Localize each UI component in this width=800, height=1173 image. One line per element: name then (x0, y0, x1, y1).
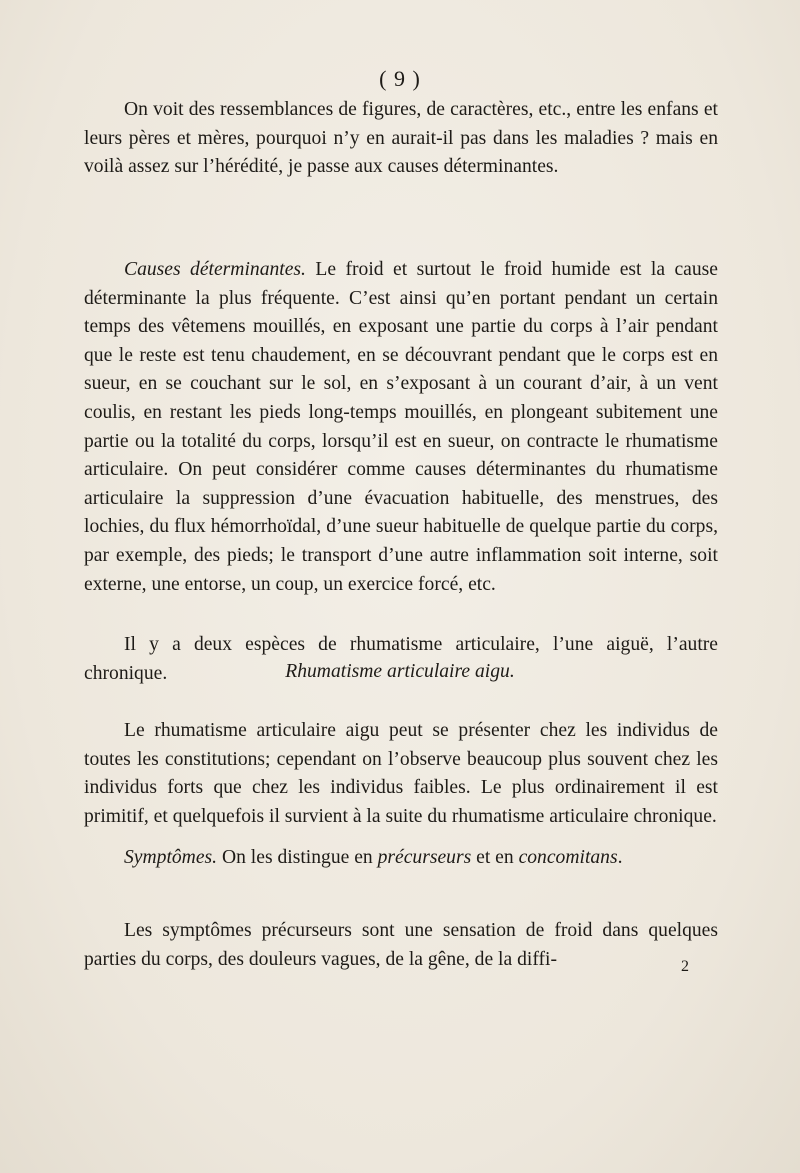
paragraph-heredity: On voit des ressemblances de figures, de caractères, etc., entre les enfans et leurs pères et mères, pourquoi n’y en aurait-il pas dans les maladies ? mais en voilà assez sur l’hérédité, je passe aux causes déterminantes. (84, 99, 718, 178)
paragraph-two-species: Il y a deux espèces de rhumatisme articulaire, l’une aiguë, l’autre chronique. (84, 634, 718, 684)
symptoms-text-3: . (617, 847, 623, 868)
paragraph-precursor-symptoms: Les symptômes précurseurs sont une sensation de froid dans quelques parties du corps, des douleurs vagues, de la gêne, de la diffi- (84, 920, 718, 970)
symptoms-text-1: On les distingue en (217, 847, 378, 868)
signature-mark: 2 (681, 958, 689, 975)
page-number: ( 9 ) (379, 66, 421, 91)
term-concomitant: concomitans (518, 847, 618, 868)
paragraph-determining-causes (84, 256, 718, 599)
section-heading-acute-rheumatism: Rhumatisme articulaire aigu. (285, 661, 515, 682)
run-in-heading-causes: Causes déterminantes. (124, 259, 306, 280)
paragraph-symptoms (84, 844, 718, 873)
term-precursors: précurseurs (377, 847, 472, 868)
paragraph-determining-causes-text: Le froid et surtout le froid humide est la cause déterminante la plus fréquente. C’est ainsi qu’en portant pendant un certain temps des vêtemens mouillés, en exposant une partie du corps à l’air pendant que le reste est tenu chaudement, en se découvrant pendant que le corps est en sueur, en se couchant sur le sol, en s’exposant à un courant d’air, à un vent coulis, en restant les pieds long-temps mouillés, en plongeant subitement une partie ou la totalité du corps, lorsqu’il est en sueur, on contracte le rhumatisme articulaire. On peut considérer comme causes déterminantes du rhumatisme articulaire la suppression d’une évacuation habituelle, des menstrues, des lochies, du flux hémorrhoïdal, d’une sueur habituelle de quelque partie du corps, par exemple, des pieds; le transport d’une autre inflammation soit interne, soit externe, une entorse, un coup, un exercice forcé, etc. (84, 259, 718, 595)
paragraph-acute-description: Le rhumatisme articulaire aigu peut se présenter chez les individus de toutes les constitutions; cependant on l’observe beaucoup plus souvent chez les individus forts que chez les individus faibles. Le plus ordinairement il est primitif, et quelquefois il survient à la suite du rhumatisme articulaire chronique. (84, 720, 718, 827)
run-in-heading-symptoms: Symptômes. (124, 847, 218, 868)
symptoms-text-2: et en (471, 847, 519, 868)
